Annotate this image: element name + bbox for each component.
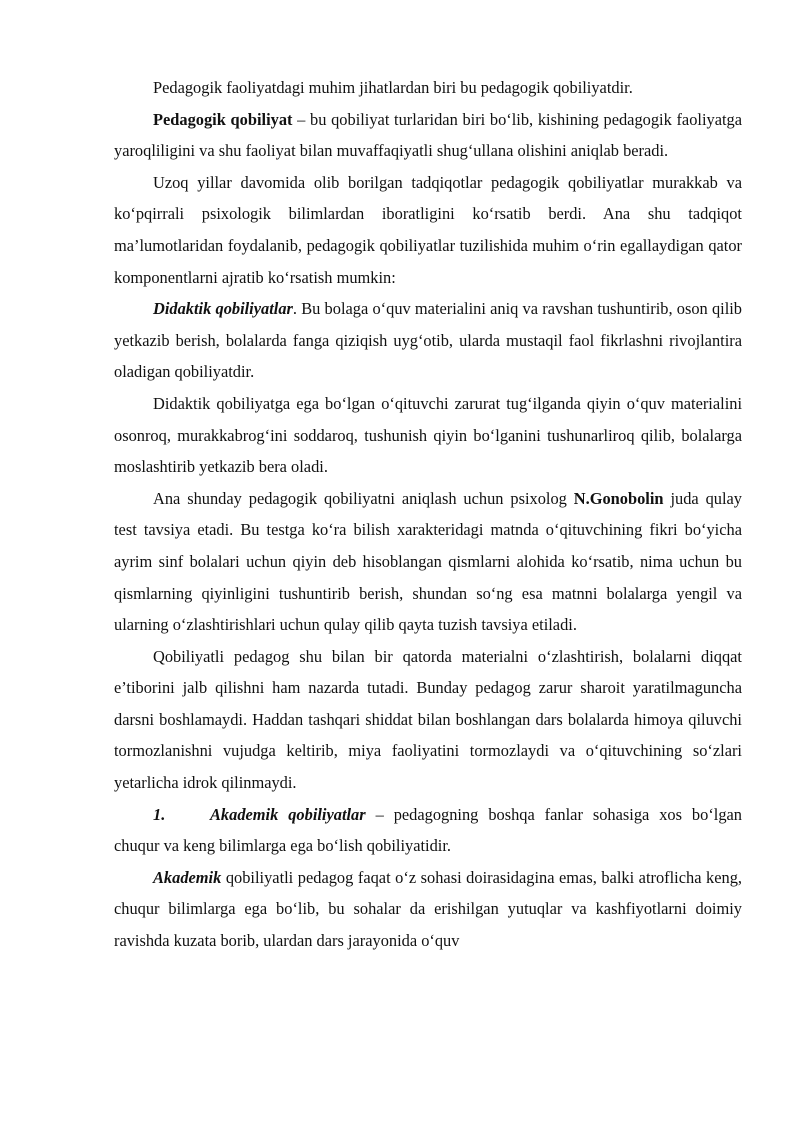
term-didaktik-qobiliyatlar: Didaktik qobiliyatlar: [153, 299, 293, 319]
name-gonobolin: N.Gonobolin: [573, 488, 664, 508]
term-akademik-qobiliyatlar: Akademik qobiliyatlar: [210, 804, 366, 824]
term-pedagogik-qobiliyat: Pedagogik qobiliyat: [153, 109, 293, 129]
paragraph-didactic: [114, 293, 742, 388]
didactic-text: . Bu bolaga o‘quv materialini aniq va ravshan tushuntirib, oson qilib yetkazib berish, bolalarda fanga qiziqish uyg‘otib, ularda mustaqil faol fikrlashni rivojlantira oladigan qobiliyatdir.: [114, 299, 743, 382]
academic-definition-text: – pedagogning boshqa fanlar sohasiga xos bo‘lgan chuqur va keng bilimlarga ega bo‘lish qobiliyatidir.: [114, 804, 742, 856]
gonobolin-post-text: juda qulay test tavsiya etadi. Bu testga ko‘ra bilish xarakteridagi matnda o‘qituvchining fikri bo‘yicha ayrim sinf bolalari uchun qiyin deb hisoblangan qismlarni alohida ko‘rsatib, nima uchun bu qismlarning qiyinligini tushuntirib berish, shundan so‘ng esa matnni bolalarga yengil va ularning o‘zlashtirishlari uchun qulay qilib qayta tuzish tavsiya etiladi.: [114, 488, 742, 635]
paragraph-academic-pedagogue: [114, 862, 742, 957]
gonobolin-pre-text: Ana shunday pedagogik qobiliyatni aniqlash uchun psixolog: [153, 488, 574, 508]
term-akademik: Akademik: [153, 867, 222, 887]
paragraph-capable-pedagogue: Qobiliyatli pedagog shu bilan bir qatorda materialni o‘zlashtirish, bolalarni diqqat e’tiborini jalb qilishni ham nazarda tutadi. Bunday pedagog zarur sharoit yaratilmaguncha darsni boshlamaydi. Haddan tashqari shiddat bilan boshlangan dars bolalarda himoya qiluvchi tormozlanishni vujudga keltirib, miya faoliyatini tormozlaydi va o‘qituvchining so‘zlari yetarlicha idrok qilinmaydi.: [114, 646, 742, 793]
paragraph-pedagogical-ability: [114, 104, 742, 167]
paragraph-research: Uzoq yillar davomida olib borilgan tadqiqotlar pedagogik qobiliyatlar murakkab va ko‘pqirrali psixologik bilimlardan iboratligini ko‘rsatib berdi. Ana shu tadqiqot ma’lumotlaridan foydalanib, pedagogik qobiliyatlar tuzilishida muhim o‘rin egallaydigan qator komponentlarni ajratib ko‘rsatish mumkin:: [114, 172, 742, 287]
paragraph-gonobolin-test: [114, 483, 742, 641]
paragraph-didactic-teacher: Didaktik qobiliyatga ega bo‘lgan o‘qituvchi zarurat tug‘ilganda qiyin o‘quv materialini osonroq, murakkabrog‘ini soddaroq, tushunish qiyin bo‘lganini tushunarliroq qilib, bolalarga moslashtirib yetkazib bera oladi.: [114, 393, 742, 477]
paragraph-intro: Pedagogik faoliyatdagi muhim jihatlardan biri bu pedagogik qobiliyatdir.: [153, 78, 633, 97]
document-page: [114, 72, 742, 957]
list-number: 1.: [153, 804, 166, 824]
academic-pedagogue-text: qobiliyatli pedagog faqat o‘z sohasi doirasidagina emas, balki atroflicha keng, chuqur bilimlarga ega bo‘lib, bu sohalar da erishilgan yutuqlar va kashfiyotlarni doimiy ravishda kuzata borib, ulardan dars jarayonida o‘quv: [114, 867, 742, 951]
definition-text: – bu qobiliyat turlaridan biri bo‘lib, kishining pedagogik faoliyatga yaroqliligini va shu faoliyat bilan muvaffaqiyatli shug‘ullana olishini aniqlab beradi.: [114, 109, 742, 161]
list-item-academic: [114, 799, 742, 862]
